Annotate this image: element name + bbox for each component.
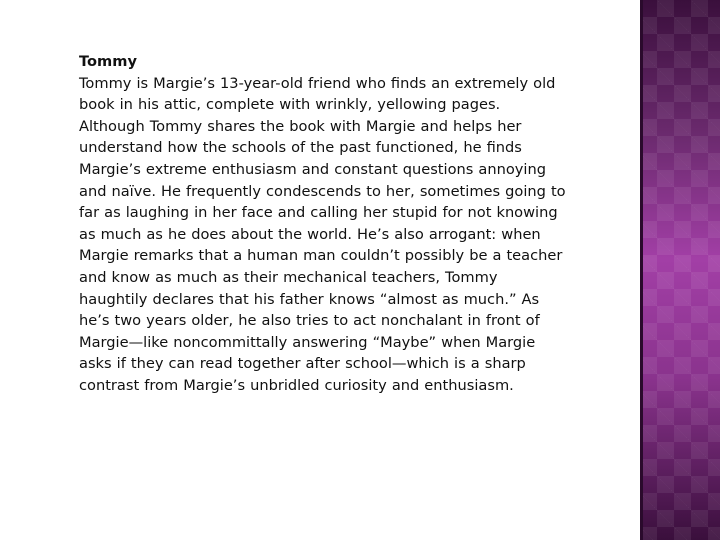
slide-heading: Tommy bbox=[79, 53, 137, 70]
text-block bbox=[79, 51, 569, 397]
side-panel-edge bbox=[640, 0, 643, 540]
decorative-side-panel bbox=[640, 0, 720, 540]
slide-body-text: Tommy is Margie’s 13-year-old friend who finds an extremely old book in his attic, complete with wrinkly, yellowing pages. Although Tommy shares the book with Margie and helps her understand how the schools of the past functioned, he finds Margie’s extreme enthusiasm and constant questions annoying and naïve. He frequently condescends to her, sometimes going to far as laughing in her face and calling her stupid for not knowing as much as he does about the world. He’s also arrogant: when Margie remarks that a human man couldn’t possibly be a teacher and know as much as their mechanical teachers, Tommy haughtily declares that his father knows “almost as much.” As he’s two years older, he also tries to act nonchalant in front of Margie—like noncommittally answering “Maybe” when Margie asks if they can read together after school—which is a sharp contrast from Margie’s unbridled curiosity and enthusiasm. bbox=[79, 74, 566, 394]
